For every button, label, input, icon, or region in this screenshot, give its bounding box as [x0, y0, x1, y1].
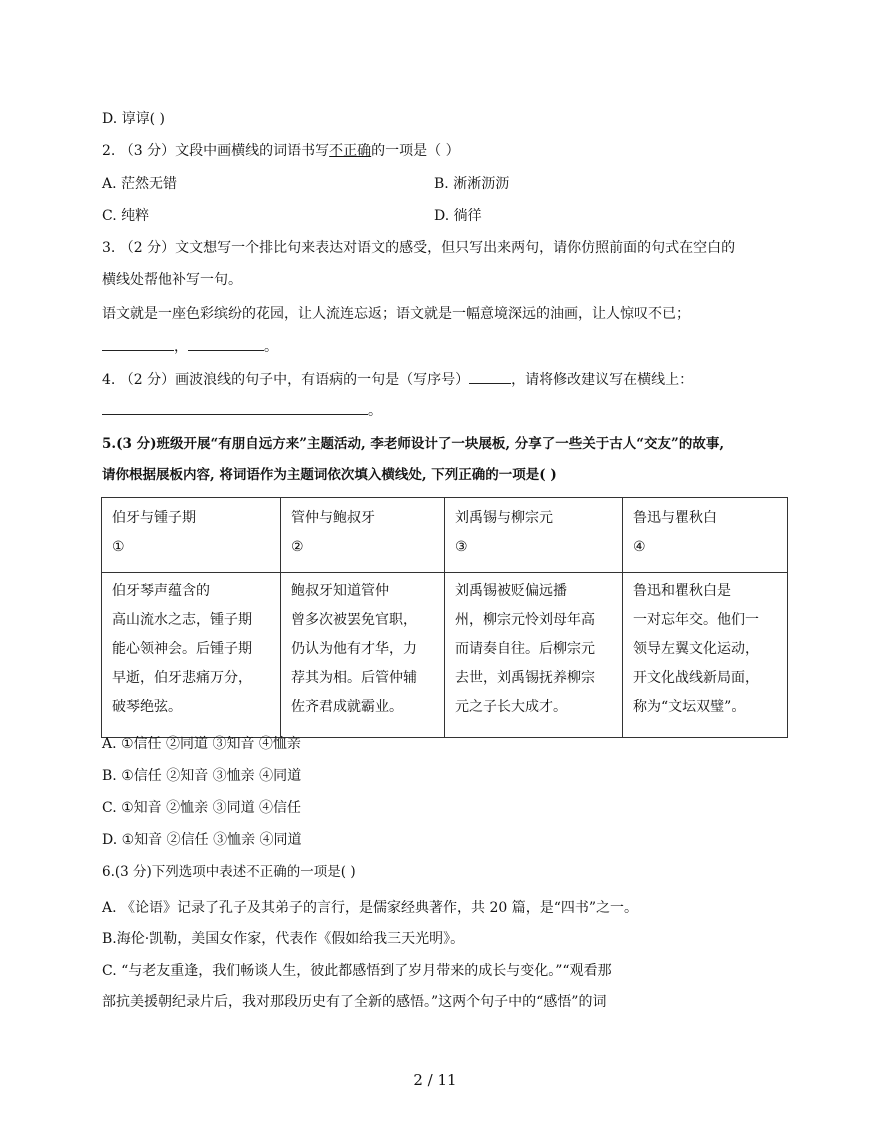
q6-option-b: B.海伦·凯勒，美国女作家，代表作《假如给我三天光明》。 — [102, 931, 465, 947]
q6-stem: 6.(3 分)下列选项中表述不正确的一项是( ) — [102, 864, 356, 880]
q2-underlined-word: 不正确 — [329, 143, 372, 159]
page-number: 2 / 11 — [413, 1071, 457, 1089]
story-line: 伯牙琴声蕴含的 — [112, 583, 210, 599]
q3-answer-blanks — [102, 336, 278, 357]
story-line: 而请奏自往。后柳宗元 — [455, 641, 595, 657]
q2-stem — [102, 141, 460, 161]
q6-option-a: A. 《论语》记录了孔子及其弟子的言行，是儒家经典著作，共 20 篇，是“四书”之一。 — [102, 900, 639, 916]
q4-period: 。 — [368, 403, 382, 419]
q5-exhibit-board — [101, 497, 788, 738]
board-mark: ① — [112, 539, 125, 555]
story-line: 破琴绝弦。 — [112, 699, 182, 715]
story-line: 鲁迅和瞿秋白是 — [633, 583, 731, 599]
q3-stem-line2: 横线处帮他补写一句。 — [102, 272, 242, 288]
board-mark: ④ — [633, 539, 646, 555]
board-mark: ② — [291, 539, 304, 555]
q5-option-d: D. ①知音 ②信任 ③恤亲 ④同道 — [102, 832, 302, 848]
q2-option-a: A. 茫然无错 — [102, 176, 178, 192]
story-line: 一对忘年交。他们一 — [633, 612, 759, 628]
q5-stem-line2: 请你根据展板内容, 将词语作为主题词依次填入横线处, 下列正确的一项是( ) — [102, 467, 557, 483]
board-story-cell — [445, 573, 623, 738]
story-line: 早逝，伯牙悲痛万分， — [112, 670, 252, 686]
story-line: 领导左翼文化运动， — [633, 641, 759, 657]
q4-stem — [102, 369, 693, 390]
story-line: 曾多次被罢免官职， — [291, 612, 417, 628]
story-line: 佐齐君成就霸业。 — [291, 699, 403, 715]
q2-option-b: B. 淅淅沥沥 — [434, 176, 510, 192]
board-cell-title — [623, 498, 788, 573]
q4-answer-blank[interactable] — [102, 400, 368, 415]
q2-option-c: C. 纯粹 — [102, 208, 150, 224]
q4-stem-prefix: 4. （2 分）画波浪线的句子中，有语病的一句是（写序号） — [102, 372, 470, 388]
q6-option-c-line1: C. “与老友重逢，我们畅谈人生，彼此都感悟到了岁月带来的成长与变化。”“观看那 — [102, 963, 612, 979]
q2-option-d: D. 徜徉 — [434, 208, 482, 224]
board-title-row — [102, 498, 788, 573]
board-title: 刘禹锡与柳宗元 — [455, 510, 553, 526]
q3-blank-2[interactable] — [188, 336, 264, 351]
q4-stem-suffix: ，请将修改建议写在横线上： — [511, 372, 694, 388]
story-line: 元之子长大成才。 — [455, 699, 567, 715]
story-line: 能心领神会。后锺子期 — [112, 641, 252, 657]
board-cell-title — [445, 498, 623, 573]
q3-stem-line1: 3. （2 分）文文想写一个排比句来表达对语文的感受，但只写出来两句，请你仿照前面的句式在空白的 — [102, 240, 736, 256]
board-title: 鲁迅与瞿秋白 — [633, 510, 717, 526]
q5-stem-line1: 5.(3 分)班级开展“有朋自远方来”主题活动, 李老师设计了一块展板, 分享了一些关于古人“交友”的故事, — [102, 436, 725, 452]
story-line: 开文化战线新局面， — [633, 670, 759, 686]
story-line: 州，柳宗元怜刘母年高 — [455, 612, 595, 628]
q4-answer-line — [102, 400, 382, 421]
q4-number-blank[interactable] — [469, 369, 511, 384]
story-line: 称为“文坛双璧”。 — [633, 699, 746, 715]
board-story-cell — [102, 573, 281, 738]
q6-option-c-line2: 部抗美援朝纪录片后，我对那段历史有了全新的感悟。”这两个句子中的“感悟”的词 — [102, 994, 607, 1010]
board-cell-title — [281, 498, 445, 573]
q5-option-a: A. ①信任 ②同道 ③知音 ④恤亲 — [102, 736, 301, 752]
story-line: 荐其为相。后管仲辅 — [291, 670, 417, 686]
q3-blank-1[interactable] — [102, 336, 174, 351]
board-title: 管仲与鲍叔牙 — [291, 510, 375, 526]
q1-option-d: D. 谆谆( ) — [102, 111, 165, 127]
story-line: 刘禹锡被贬偏远播 — [455, 583, 567, 599]
q3-example: 语文就是一座色彩缤纷的花园，让人流连忘返；语文就是一幅意境深远的油画，让人惊叹不已； — [102, 306, 690, 322]
q5-option-b: B. ①信任 ②知音 ③恤亲 ④同道 — [102, 768, 302, 784]
board-mark: ③ — [455, 539, 468, 555]
board-story-row — [102, 573, 788, 738]
q3-period: 。 — [264, 339, 278, 355]
board-title: 伯牙与锺子期 — [112, 510, 196, 526]
q2-stem-suffix: 的一项是（ ） — [371, 143, 460, 159]
board-story-cell — [281, 573, 445, 738]
q5-option-c: C. ①知音 ②恤亲 ③同道 ④信任 — [102, 800, 302, 816]
q2-stem-prefix: 2. （3 分）文段中画横线的词语书写 — [102, 143, 330, 159]
board-story-cell — [623, 573, 788, 738]
story-line: 鲍叔牙知道管仲 — [291, 583, 389, 599]
story-line: 去世，刘禹锡抚养柳宗 — [455, 670, 595, 686]
q3-comma: ， — [174, 339, 188, 355]
story-line: 仍认为他有才华，力 — [291, 641, 417, 657]
board-cell-title — [102, 498, 281, 573]
story-line: 高山流水之志，锺子期 — [112, 612, 252, 628]
